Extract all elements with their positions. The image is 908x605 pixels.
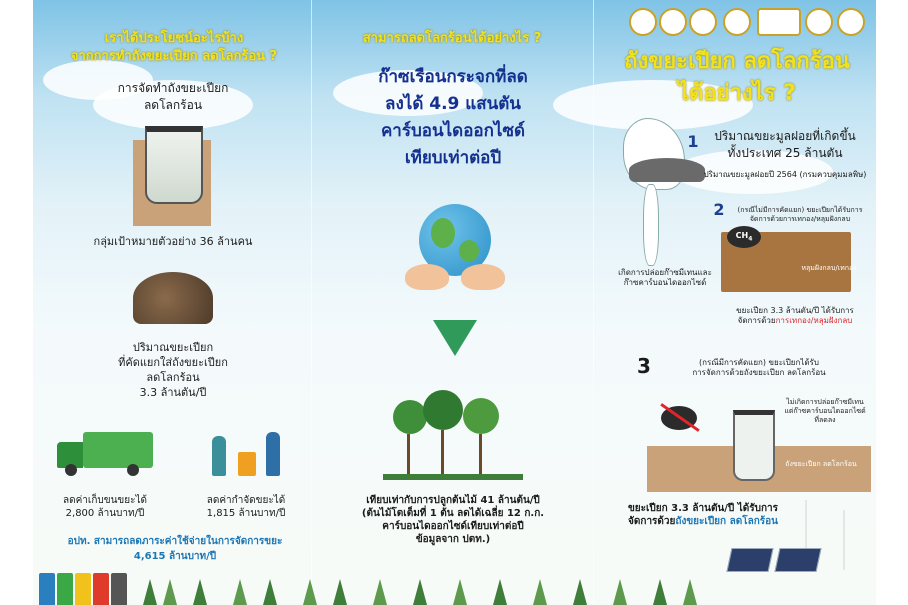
left-waste-amount: ปริมาณขยะเปียก ที่คัดแยกใส่ถังขยะเปียก ลดโลกร้อน 3.3 ล้านตัน/ปี <box>118 341 228 399</box>
pine-tree-icon <box>453 579 467 605</box>
panel-divider <box>593 0 594 605</box>
pine-tree-icon <box>333 579 347 605</box>
step1-number: 1 <box>687 132 699 151</box>
ch4-text: CH <box>735 231 749 240</box>
middle-header: สามารถลดโลกร้อนได้อย่างไร ? <box>362 31 542 46</box>
step3-title: (กรณีมีการคัดแยก) ขยะเปียกได้รับ การจัดการด้วยถังขยะเปียก ลดโลกร้อน <box>692 358 826 377</box>
left-header: เราได้ประโยชน์อะไรบ้าง จากการทำถังขยะเปียก ลดโลกร้อน ? <box>70 31 278 64</box>
pine-tree-icon <box>533 579 547 605</box>
ch4-label <box>727 230 761 246</box>
pine-tree-icon <box>163 579 177 605</box>
pine-tree-icon <box>193 579 207 605</box>
left-target: กลุ่มเป้าหมายตัวอย่าง 36 ล้านคน <box>93 235 253 248</box>
wet-bin-label: ถังขยะเปียก ลดโลกร้อน <box>785 460 857 468</box>
wet-waste-bin-buried-icon <box>733 410 775 481</box>
step3-number: 3 <box>637 354 651 378</box>
step3-result-prefix: ขยะเปียก 3.3 ล้านตัน/ปี ได้รับการ จัดการด้วย <box>627 503 779 527</box>
step2-result-highlight: การเทกอง/หลุมฝังกลบ <box>775 316 853 325</box>
pine-tree-icon <box>493 579 507 605</box>
step3-result-highlight: ถังขยะเปียก ลดโลกร้อน <box>675 516 778 527</box>
partner-logo-icon <box>837 8 865 36</box>
left-intro: การจัดทำถังขยะเปียก ลดโลกร้อน <box>117 81 229 112</box>
partner-logo-icon <box>723 8 751 36</box>
right-title: ถังขยะเปียก ลดโลกร้อน ได้อย่างไร ? <box>624 49 850 106</box>
pine-tree-icon <box>303 579 317 605</box>
step1-title: ปริมาณขยะมูลฝอยที่เกิดขึ้น ทั้งประเทศ 25 ล้านตัน <box>714 129 856 160</box>
forest-icon <box>383 390 523 480</box>
partner-logo-icon <box>757 8 801 36</box>
step3-result <box>605 502 801 528</box>
step2-number: 2 <box>713 200 725 219</box>
middle-headline: ก๊าซเรือนกระจกที่ลด ลงได้ 4.9 แสนตัน คาร์บอนไดออกไซด์ เทียบเท่าต่อปี <box>378 67 528 168</box>
middle-trees: เทียบเท่ากับการปลูกต้นไม้ 41 ล้านต้น/ปี (ต้นไม้โตเต็มที่ 1 ต้น ลดได้เฉลี่ย 12 ก.ก. คาร์บอนไดออกไซด์เทียบเท่าต่อปี ข้อมูลจาก ปตท.) <box>361 495 545 545</box>
step2-result <box>717 306 873 326</box>
tree-line <box>33 575 876 605</box>
ch4-subscript: 4 <box>748 235 753 243</box>
garbage-truck-icon <box>57 432 153 476</box>
people-sorting-icon <box>208 426 288 480</box>
globe-in-hands-icon <box>405 200 505 300</box>
pine-tree-icon <box>653 579 667 605</box>
partner-logo-icon <box>659 8 687 36</box>
pine-tree-icon <box>683 579 697 605</box>
infographic-sheet <box>33 0 876 605</box>
left-dispose-saving: ลดค่ากำจัดขยะได้ 1,815 ล้านบาท/ปี <box>206 495 286 519</box>
step2-note: (กรณีไม่มีการคัดแยก) ขยะเปียกได้รับการ จัดการด้วยการเทกอง/หลุมฝังกลบ <box>737 206 863 223</box>
pine-tree-icon <box>233 579 247 605</box>
landfill-label: หลุมฝังกลบ/เทกอง <box>801 264 857 272</box>
panel-divider <box>311 0 312 605</box>
wet-waste-bin-icon <box>145 126 203 204</box>
down-arrow-icon <box>433 320 477 356</box>
wind-turbine-icon <box>843 510 845 570</box>
left-summary: อปท. สามารถลดภาระค่าใช้จ่ายในการจัดการขยะ 4,615 ล้านบาท/ปี <box>67 536 283 562</box>
garbage-pile-icon <box>629 158 705 182</box>
pine-tree-icon <box>613 579 627 605</box>
pine-tree-icon <box>263 579 277 605</box>
step2-result-prefix: ขยะเปียก 3.3 ล้านตัน/ปี ได้รับการ จัดการด้วย <box>736 306 854 325</box>
step1-note: ปริมาณขยะมูลฝอยปี 2564 (กรมควบคุมมลพิษ) <box>703 170 867 179</box>
no-methane-text: ไม่เกิดการปล่อยก๊าซมีเทน แต่ก๊าซคาร์บอนไดออกไซด์ ที่ลดลง <box>784 398 866 424</box>
left-collect-saving: ลดค่าเก็บขนขยะได้ 2,800 ล้านบาท/ปี <box>62 495 147 519</box>
partner-logo-icon <box>629 8 657 36</box>
waste-pile-icon <box>133 272 213 324</box>
solar-panel-icon <box>774 548 821 572</box>
pine-tree-icon <box>573 579 587 605</box>
solar-panel-icon <box>726 548 773 572</box>
pine-tree-icon <box>143 579 157 605</box>
partner-logo-icon <box>689 8 717 36</box>
pine-tree-icon <box>413 579 427 605</box>
partner-logo-icon <box>805 8 833 36</box>
methane-release-text: เกิดการปล่อยก๊าซมีเทนและ ก๊าซคาร์บอนไดออกไซด์ <box>618 268 712 287</box>
pine-tree-icon <box>373 579 387 605</box>
